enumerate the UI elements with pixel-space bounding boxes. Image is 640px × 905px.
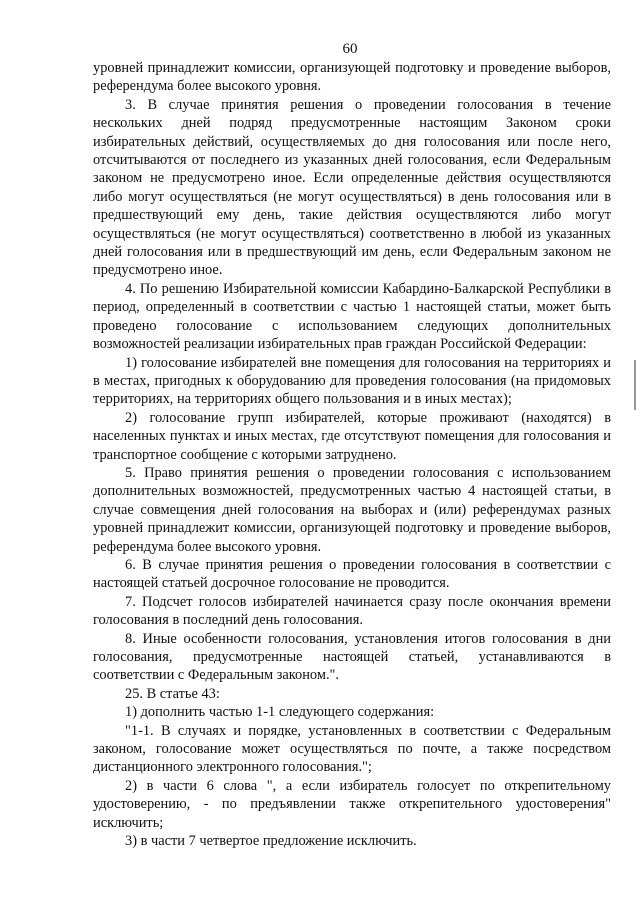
paragraph-article-25: 25. В статье 43:	[125, 685, 220, 702]
paragraph-amendment-3: 3) в части 7 четвертое предложение исключить.	[125, 833, 417, 850]
paragraph-amendment-2: 2) в части 6 слова ", а если избиратель голосует по открепительному удостоверению, - по предъявлении также открепительного удостоверения" исключить;	[93, 777, 611, 831]
paragraph-quoted-text: "1-1. В случаях и порядке, установленных в соответствии с Федеральным законом, голосование может осуществляться по почте, а также посредством дистанционного электронного голосования.";	[93, 722, 611, 776]
paragraph-item-7: 7. Подсчет голосов избирателей начинается сразу после окончания времени голосования в последний день голосования.	[93, 593, 611, 629]
paragraph-continuation: уровней принадлежит комиссии, организующей подготовку и проведение выборов, референдума более высокого уровня.	[93, 60, 611, 95]
document-body	[93, 59, 611, 850]
paragraph-item-6: 6. В случае принятия решения о проведении голосования в соответствии с настоящей статьей досрочное голосование не проводится.	[93, 556, 611, 592]
page-number: 60	[342, 41, 358, 57]
paragraph-amendment-1: 1) дополнить частью 1-1 следующего содержания:	[125, 704, 435, 721]
paragraph-subitem-2: 2) голосование групп избирателей, которые проживают (находятся) в населенных пунктах и иных местах, где отсутствуют помещения для голосования и транспортное сообщение с которыми затруднено.	[93, 409, 611, 463]
paragraph-item-5: 5. Право принятия решения о проведении голосования с использованием дополнительных возможностей, предусмотренных частью 4 настоящей статьи, в случае совмещения дней голосования на выборах и (или) референдумах разных уровней принадлежит комиссии, организующей подготовку и проведение выборов, референдума более высокого уровня.	[93, 464, 611, 555]
paragraph-item-3: 3. В случае принятия решения о проведении голосования в течение нескольких дней подряд предусмотренные настоящим Законом сроки избирательных действий, осуществляемых до дня голосования или после него, отсчитываются от последнего из указанных дней голосования, если Федеральным законом не предусмотрено иное. Если определенные действия осуществляются либо могут осуществляться (не могут осуществляться) в день голосования или в предшествующий ему день, такие действия осуществляются либо могут осуществляться (не могут осуществляться) соответственно в любой из указанных дней голосования или в предшествующий им день, если Федеральным законом не предусмотрено иное.	[93, 96, 611, 279]
paragraph-item-8: 8. Иные особенности голосования, установления итогов голосования в дни голосования, предусмотренные настоящей статьей, устанавливаются в соответствии с Федеральным законом.".	[93, 630, 611, 684]
paragraph-subitem-1: 1) голосование избирателей вне помещения для голосования на территориях и в местах, пригодных к оборудованию для проведения голосования (на придомовых территориях, на территориях общего пользования и в иных местах);	[93, 354, 611, 408]
scan-edge-mark	[634, 360, 636, 410]
paragraph-item-4: 4. По решению Избирательной комиссии Кабардино-Балкарской Республики в период, определенный в соответствии с частью 1 настоящей статьи, может быть проведено голосование с использованием следующих дополнительных возможностей реализации избирательных прав граждан Российской Федерации:	[93, 280, 611, 353]
